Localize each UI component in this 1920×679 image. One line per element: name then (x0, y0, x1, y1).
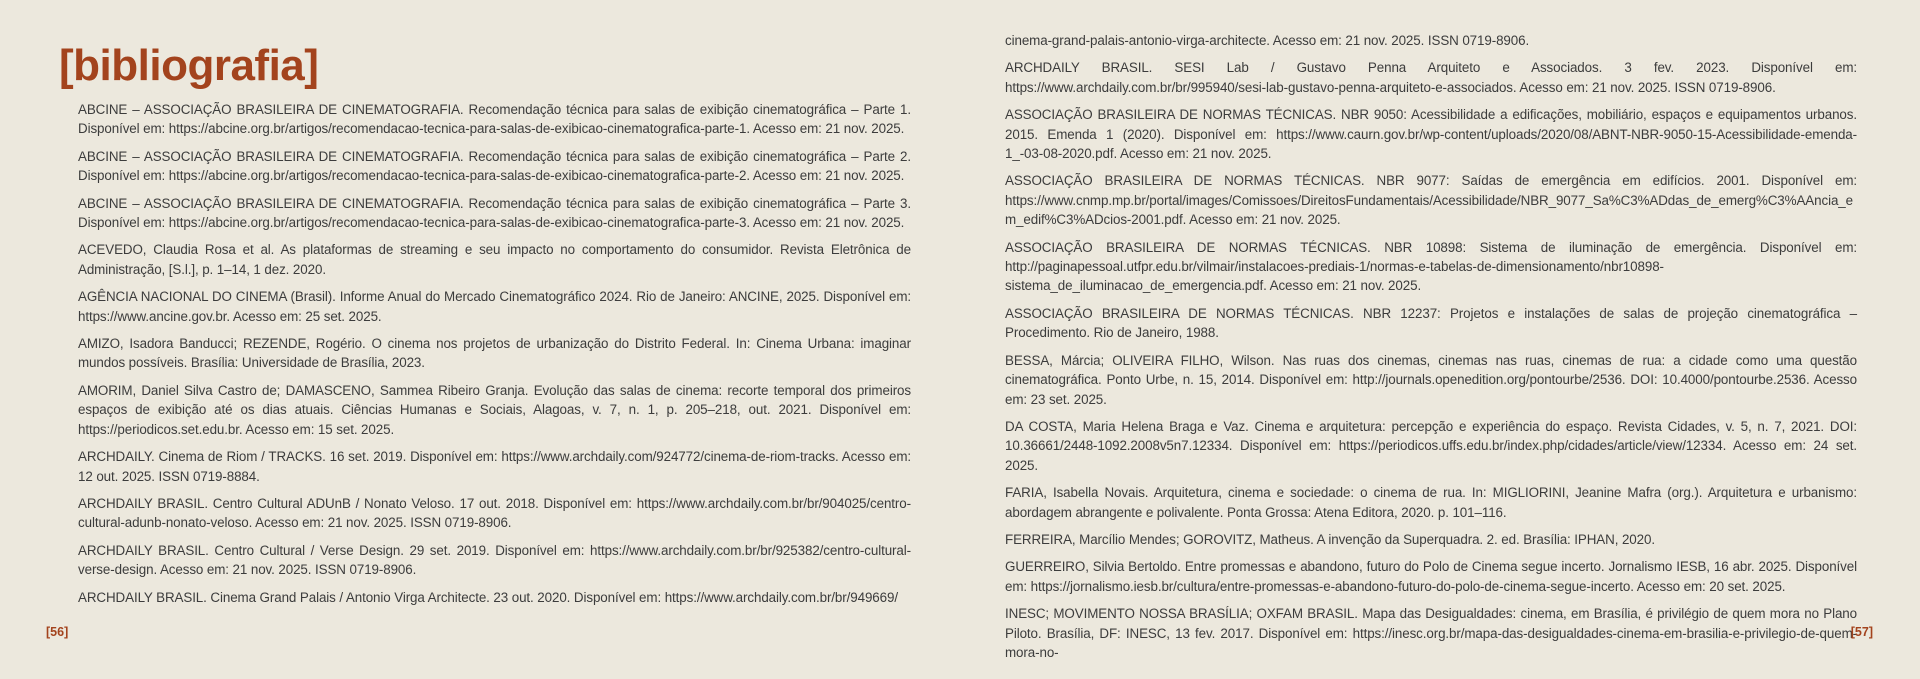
bibliography-entry: FARIA, Isabella Novais. Arquitetura, cinema e sociedade: o cinema de rua. In: MIGLIORINI, Jeanine Mafra (org.). Arquitetura e urbanismo: abordagem abrangente e polivalente. Ponta Grossa: Atena Editora, 2020. p. 101–116. (1005, 485, 1857, 520)
bibliography-entry: ACEVEDO, Claudia Rosa et al. As plataformas de streaming e seu impacto no comportamento do consumidor. Revista Eletrônica de Administração, [S.l.], p. 1–14, 1 dez. 2020. (78, 242, 911, 277)
bibliography-entry: AGÊNCIA NACIONAL DO CINEMA (Brasil). Informe Anual do Mercado Cinematográfico 2024. Rio de Janeiro: ANCINE, 2025. Disponível em: https://www.ancine.gov.br. Acesso em: 25 set. 2025. (78, 289, 911, 324)
bibliography-entry: INESC; MOVIMENTO NOSSA BRASÍLIA; OXFAM BRASIL. Mapa das Desigualdades: cinema, em Brasília, é privilégio de quem mora no Plano Piloto. Brasília, DF: INESC, 13 fev. 2017. Disponível em: https://inesc.org.br/mapa-das-desigualdades-cinema-em-brasilia-e-privilegio-de-quem-mora-no- (1005, 606, 1857, 660)
bibliography-entry: ARCHDAILY. Cinema de Riom / TRACKS. 16 set. 2019. Disponível em: https://www.archdaily.com/924772/cinema-de-riom-tracks. Acesso em: 12 out. 2025. ISSN 0719-8884. (78, 449, 911, 484)
page-title: [bibliografia] (59, 41, 319, 90)
bibliography-entry: BESSA, Márcia; OLIVEIRA FILHO, Wilson. Nas ruas dos cinemas, cinemas nas ruas, cinemas de rua: a cidade como uma questão cinematográfica. Ponto Urbe, n. 15, 2014. Disponível em: http://journals.openedition.org/pontourbe/2536. DOI: 10.4000/pontourbe.2536. Acesso em: 23 set. 2025. (1005, 352, 1857, 407)
bibliography-entry: DA COSTA, Maria Helena Braga e Vaz. Cinema e arquitetura: percepção e experiência do espaço. Revista Cidades, v. 5, n. 7, 2021. DOI: 10.36661/2448-1092.2008v5n7.12334. Disponível em: https://periodicos.uffs.edu.br/index.php/cidades/article/view/12334. Acesso em: 24 set. 2025. (1005, 418, 1857, 473)
bibliography-entry: cinema-grand-palais-antonio-virga-architecte. Acesso em: 21 nov. 2025. ISSN 0719-8906. (1005, 33, 1530, 48)
bibliography-entry: ARCHDAILY BRASIL. Cinema Grand Palais / Antonio Virga Architecte. 23 out. 2020. Disponível em: https://www.archdaily.com.br/br/949669/ (78, 589, 898, 605)
bibliography-entry: FERREIRA, Marcílio Mendes; GOROVITZ, Matheus. A invenção da Superquadra. 2. ed. Brasília: IPHAN, 2020. (1005, 531, 1655, 547)
bibliography-entry: ARCHDAILY BRASIL. Centro Cultural ADUnB / Nonato Veloso. 17 out. 2018. Disponível em: https://www.archdaily.com.br/br/904025/centro-cultural-adunb-nonato-veloso. Acesso em: 21 nov. 2025. ISSN 0719-8906. (78, 495, 911, 531)
bibliography-entry: ASSOCIAÇÃO BRASILEIRA DE NORMAS TÉCNICAS. NBR 9050: Acessibilidade a edificações, mobiliário, espaços e equipamentos urbanos. 2015. Emenda 1 (2020). Disponível em: https://www.caurn.gov.br/wp-content/uploads/2020/08/ABNT-NBR-9050-15-Acessibilidade-emenda-1_-03-08-2020.pdf. Acesso em: 21 nov. 2025. (1005, 107, 1857, 162)
page-number-right: [57] (1850, 625, 1873, 639)
bibliography-column-right (1005, 31, 1857, 670)
bibliography-entry: ABCINE – ASSOCIAÇÃO BRASILEIRA DE CINEMATOGRAFIA. Recomendação técnica para salas de exibição cinematográfica – Parte 1. Disponível em: https://abcine.org.br/artigos/recomendacao-tecnica-para-salas-de-exibicao-cinematografica-parte-1. Acesso em: 21 nov. 2025. (78, 102, 911, 137)
bibliography-entry: ASSOCIAÇÃO BRASILEIRA DE NORMAS TÉCNICAS. NBR 12237: Projetos e instalações de salas de projeção cinematográfica – Procedimento. Rio de Janeiro, 1988. (1005, 305, 1857, 341)
bibliography-entry: ARCHDAILY BRASIL. Centro Cultural / Verse Design. 29 set. 2019. Disponível em: https://www.archdaily.com.br/br/925382/centro-cultural-verse-design. Acesso em: 21 nov. 2025. ISSN 0719-8906. (78, 542, 911, 578)
bibliography-entry: GUERREIRO, Silvia Bertoldo. Entre promessas e abandono, futuro do Polo de Cinema segue incerto. Jornalismo IESB, 16 abr. 2025. Disponível em: https://jornalismo.iesb.br/cultura/entre-promessas-e-abandono-futuro-do-polo-de-cinema-segue-incerto. Acesso em: 20 set. 2025. (1005, 559, 1857, 594)
bibliography-entry: AMIZO, Isadora Banducci; REZENDE, Rogério. O cinema nos projetos de urbanização do Distrito Federal. In: Cinema Urbana: imaginar mundos possíveis. Brasília: Universidade de Brasília, 2023. (78, 336, 911, 371)
bibliography-entry: ABCINE – ASSOCIAÇÃO BRASILEIRA DE CINEMATOGRAFIA. Recomendação técnica para salas de exibição cinematográfica – Parte 2. Disponível em: https://abcine.org.br/artigos/recomendacao-tecnica-para-salas-de-exibicao-cinematografica-parte-2. Acesso em: 21 nov. 2025. (78, 148, 911, 184)
bibliography-entry: AMORIM, Daniel Silva Castro de; DAMASCENO, Sammea Ribeiro Granja. Evolução das salas de cinema: recorte temporal dos primeiros espaços de exibição até os dias atuais. Ciências Humanas e Sociais, Alagoas, v. 7, n. 1, p. 205–218, out. 2021. Disponível em: https://periodicos.set.edu.br. Acesso em: 15 set. 2025. (78, 382, 911, 437)
bibliography-entry: ABCINE – ASSOCIAÇÃO BRASILEIRA DE CINEMATOGRAFIA. Recomendação técnica para salas de exibição cinematográfica – Parte 3. Disponível em: https://abcine.org.br/artigos/recomendacao-tecnica-para-salas-de-exibicao-cinematografica-parte-3. Acesso em: 21 nov. 2025. (78, 195, 911, 231)
bibliography-entry: ASSOCIAÇÃO BRASILEIRA DE NORMAS TÉCNICAS. NBR 10898: Sistema de iluminação de emergência. Disponível em: http://paginapessoal.utfpr.edu.br/vilmair/instalacoes-prediais-1/normas-e-tabelas-de-dimensionamento/nbr10898-sistema_de_iluminacao_de_emergencia.pdf. Acesso em: 21 nov. 2025. (1005, 239, 1857, 294)
bibliography-entry: ARCHDAILY BRASIL. SESI Lab / Gustavo Penna Arquiteto e Associados. 3 fev. 2023. Disponível em: https://www.archdaily.com.br/br/995940/sesi-lab-gustavo-penna-arquiteto-e-associados. Acesso em: 21 nov. 2025. ISSN 0719-8906. (1005, 60, 1857, 95)
bibliography-column-left (78, 100, 911, 615)
bibliography-entry: ASSOCIAÇÃO BRASILEIRA DE NORMAS TÉCNICAS. NBR 9077: Saídas de emergência em edifícios. 2001. Disponível em: https://www.cnmp.mp.br/portal/images/Comissoes/DireitosFundamentais/Acessibilidade/NBR_9077_Sa%C3%ADdas_de_emerg%C3%AAncia_em_edif%C3%ADcios-2001.pdf. Acesso em: 21 nov. 2025. (1005, 173, 1857, 228)
page-number-left: [56] (46, 625, 69, 639)
